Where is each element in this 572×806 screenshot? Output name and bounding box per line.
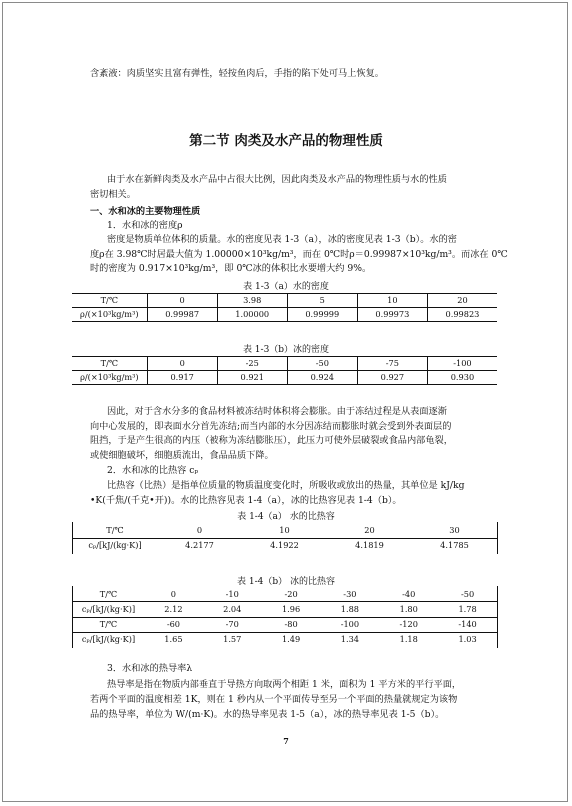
- para2-line1: 密度是物质单位体积的质量。水的密度见表 1-3（a），冰的密度见表 1-3（b）。水的密: [107, 234, 457, 245]
- section-title: 第二节 肉类及水产品的物理性质: [189, 133, 383, 149]
- table-cell: 0: [147, 357, 217, 371]
- table-cell: -120: [399, 619, 418, 629]
- table-cell: 30: [449, 525, 460, 535]
- table-cell: 0.99973: [357, 308, 427, 322]
- table-cell: -20: [284, 589, 298, 599]
- table-cell: -30: [343, 589, 357, 599]
- page-number: 7: [283, 736, 289, 746]
- para5-line1: 热导率是指在物质内部垂直于导热方向取两个相距 1 米，面积为 1 平方米的平行平面，: [107, 679, 462, 690]
- para5-line3: 品的热导率，单位为 W/(m·K)。水的热导率见表 1-5（a），冰的热导率见表 1-5（b）。: [90, 709, 445, 720]
- table-cell: T/℃: [106, 525, 124, 535]
- table-cell: 1.18: [399, 634, 418, 644]
- table-cell: -50: [460, 589, 475, 599]
- table-cell: 1.49: [281, 634, 301, 644]
- table-cell: 0.917: [147, 371, 217, 385]
- para2-line2: 度ρ在 3.98℃时居最大值为 1.00000×10³kg/m³，而在 0℃时ρ＝0.99987×10³kg/m³。而冰在 0℃: [90, 249, 508, 260]
- table-cell: -140: [458, 619, 477, 629]
- table-cell: 1.34: [340, 634, 360, 644]
- table-cell: 0.927: [357, 371, 427, 385]
- table-d-right-bar: [497, 586, 498, 648]
- table-row: [73, 587, 497, 602]
- table-cell: 2.04: [223, 604, 242, 614]
- heading-water-ice-properties: 一、水和冰的主要物理性质: [90, 206, 201, 217]
- table-cell: 0.921: [217, 371, 287, 385]
- table-cell: cₚ/[kJ/(kg·K)]: [88, 539, 142, 550]
- table-cell: 10: [279, 525, 290, 535]
- table-cell: -80: [284, 619, 298, 629]
- table-ice-density: [72, 356, 497, 385]
- table-cell: 0.99999: [287, 308, 357, 322]
- table-cell: 1.57: [223, 634, 242, 644]
- table-cell: 0.924: [287, 371, 357, 385]
- table-row: [73, 632, 497, 647]
- table-row: [72, 294, 497, 308]
- table-cell: -25: [217, 357, 287, 371]
- table-cell: 20: [364, 525, 375, 535]
- table-cell: T/℃: [100, 295, 118, 305]
- table-cell: 10: [357, 294, 427, 308]
- table-cell: 0.930: [427, 371, 497, 385]
- table-cell: 4.1922: [270, 539, 299, 550]
- table-ice-specific-heat: [73, 587, 497, 647]
- table-cell: 1.03: [458, 634, 477, 644]
- para3-line2: 向中心发展的，即表面水分首先冻结;而当内部的水分因冻结而膨胀时就会受到外表面层的: [90, 421, 452, 432]
- para5-line2: 若两个平面的温度相差 1K，则在 1 秒内从一个平面传导至另一个平面的热量就规定为该物: [90, 694, 458, 705]
- table-cell: -50: [287, 357, 357, 371]
- table-water-specific-heat: [73, 524, 497, 553]
- table-cell: 0: [147, 294, 217, 308]
- table-cell: -60: [166, 619, 180, 629]
- table-b-caption: 表 1-3（b）冰的密度: [242, 345, 330, 355]
- table-a-caption: 表 1-3（a）水的密度: [243, 282, 329, 292]
- table-cell: 1.78: [458, 604, 477, 614]
- table-cell: 2.12: [164, 604, 183, 614]
- table-cell: 0.99823: [427, 308, 497, 322]
- table-c-caption: 表 1-4（a） 水的比热容: [237, 512, 335, 522]
- table-cell: -75: [357, 357, 427, 371]
- para2-line3: 时的密度为 0.917×10³kg/m³，即 0℃冰的体积比水要增大约 9%。: [90, 263, 372, 274]
- table-cell: ρ/(×10³kg/m³): [72, 371, 147, 385]
- table-cell: ρ/(×10³kg/m³): [72, 308, 147, 322]
- table-row: [72, 357, 497, 371]
- table-cell: T/℃: [100, 358, 119, 368]
- subheading-density: 1．水和冰的密度ρ: [107, 220, 183, 231]
- table-c-right-bar: [497, 522, 498, 554]
- para1-line1: 由于水在新鲜肉类及水产品中占很大比例，因此肉类及水产品的物理性质与水的性质: [107, 174, 447, 185]
- table-cell: 0: [196, 525, 203, 535]
- subheading-thermal-conductivity: 3．水和冰的热导率λ: [107, 663, 193, 674]
- table-cell: 20: [427, 294, 497, 308]
- table-row: [72, 308, 497, 322]
- table-cell: 4.1785: [440, 539, 469, 550]
- table-cell: T/℃: [99, 589, 118, 599]
- table-cell: -100: [340, 619, 360, 629]
- para3-line1: 因此，对于含水分多的食品材料被冻结时体积将会膨胀。由于冻结过程是从表面逐渐: [107, 406, 447, 417]
- table-water-density: [72, 293, 497, 322]
- table-cell: cₚ/[kJ/(kg·K)]: [81, 634, 136, 644]
- intro-line: 含紊液：肉质坚实且富有弹性，轻按鱼肉后，手指的陷下处可马上恢复。: [90, 68, 384, 79]
- table-cell: 4.2177: [185, 539, 214, 550]
- table-cell: -70: [225, 619, 239, 629]
- table-cell: 1.88: [340, 604, 360, 614]
- table-cell: -40: [402, 589, 416, 599]
- table-cell: T/℃: [99, 619, 118, 629]
- table-row: [73, 602, 497, 617]
- table-cell: 1.80: [399, 604, 418, 614]
- subheading-specific-heat: 2．水和冰的比热容 cₚ: [107, 465, 199, 476]
- table-cell: -10: [225, 589, 239, 599]
- table-cell: cₚ/[kJ/(kg·K)]: [81, 604, 136, 614]
- para1-line2: 密切相关。: [90, 189, 136, 200]
- para4-line2: •K(千焦/(千克•开))。水的比热容见表 1-4（a），冰的比热容见表 1-4（b）。: [90, 495, 402, 506]
- table-cell: -100: [427, 357, 497, 371]
- table-cell: 1.65: [164, 634, 183, 644]
- table-row: [73, 617, 497, 632]
- para4-line1: 比热容（比热）是指单位质量的物质温度变化时，所吸收或放出的热量，其单位是 kJ/kg: [107, 480, 465, 491]
- table-cell: 1.96: [281, 604, 301, 614]
- para3-line4: 或使细胞破坏，细胞质流出，食品品质下降。: [90, 450, 274, 461]
- table-row: [73, 524, 497, 537]
- table-cell: 3.98: [217, 294, 287, 308]
- table-cell: 0.99987: [147, 308, 217, 322]
- table-cell: 1.00000: [217, 308, 287, 322]
- table-cell: 0: [170, 589, 177, 599]
- table-cell: 5: [287, 294, 357, 308]
- table-cell: 4.1819: [355, 539, 384, 550]
- table-row: [73, 537, 497, 553]
- table-row: [72, 371, 497, 385]
- table-d-caption: 表 1-4（b） 冰的比热容: [237, 577, 335, 587]
- para3-line3: 阻挡，于是产生很高的内压（被称为冻结膨胀压），此压力可使外层破裂或食品内部龟裂，: [90, 435, 453, 446]
